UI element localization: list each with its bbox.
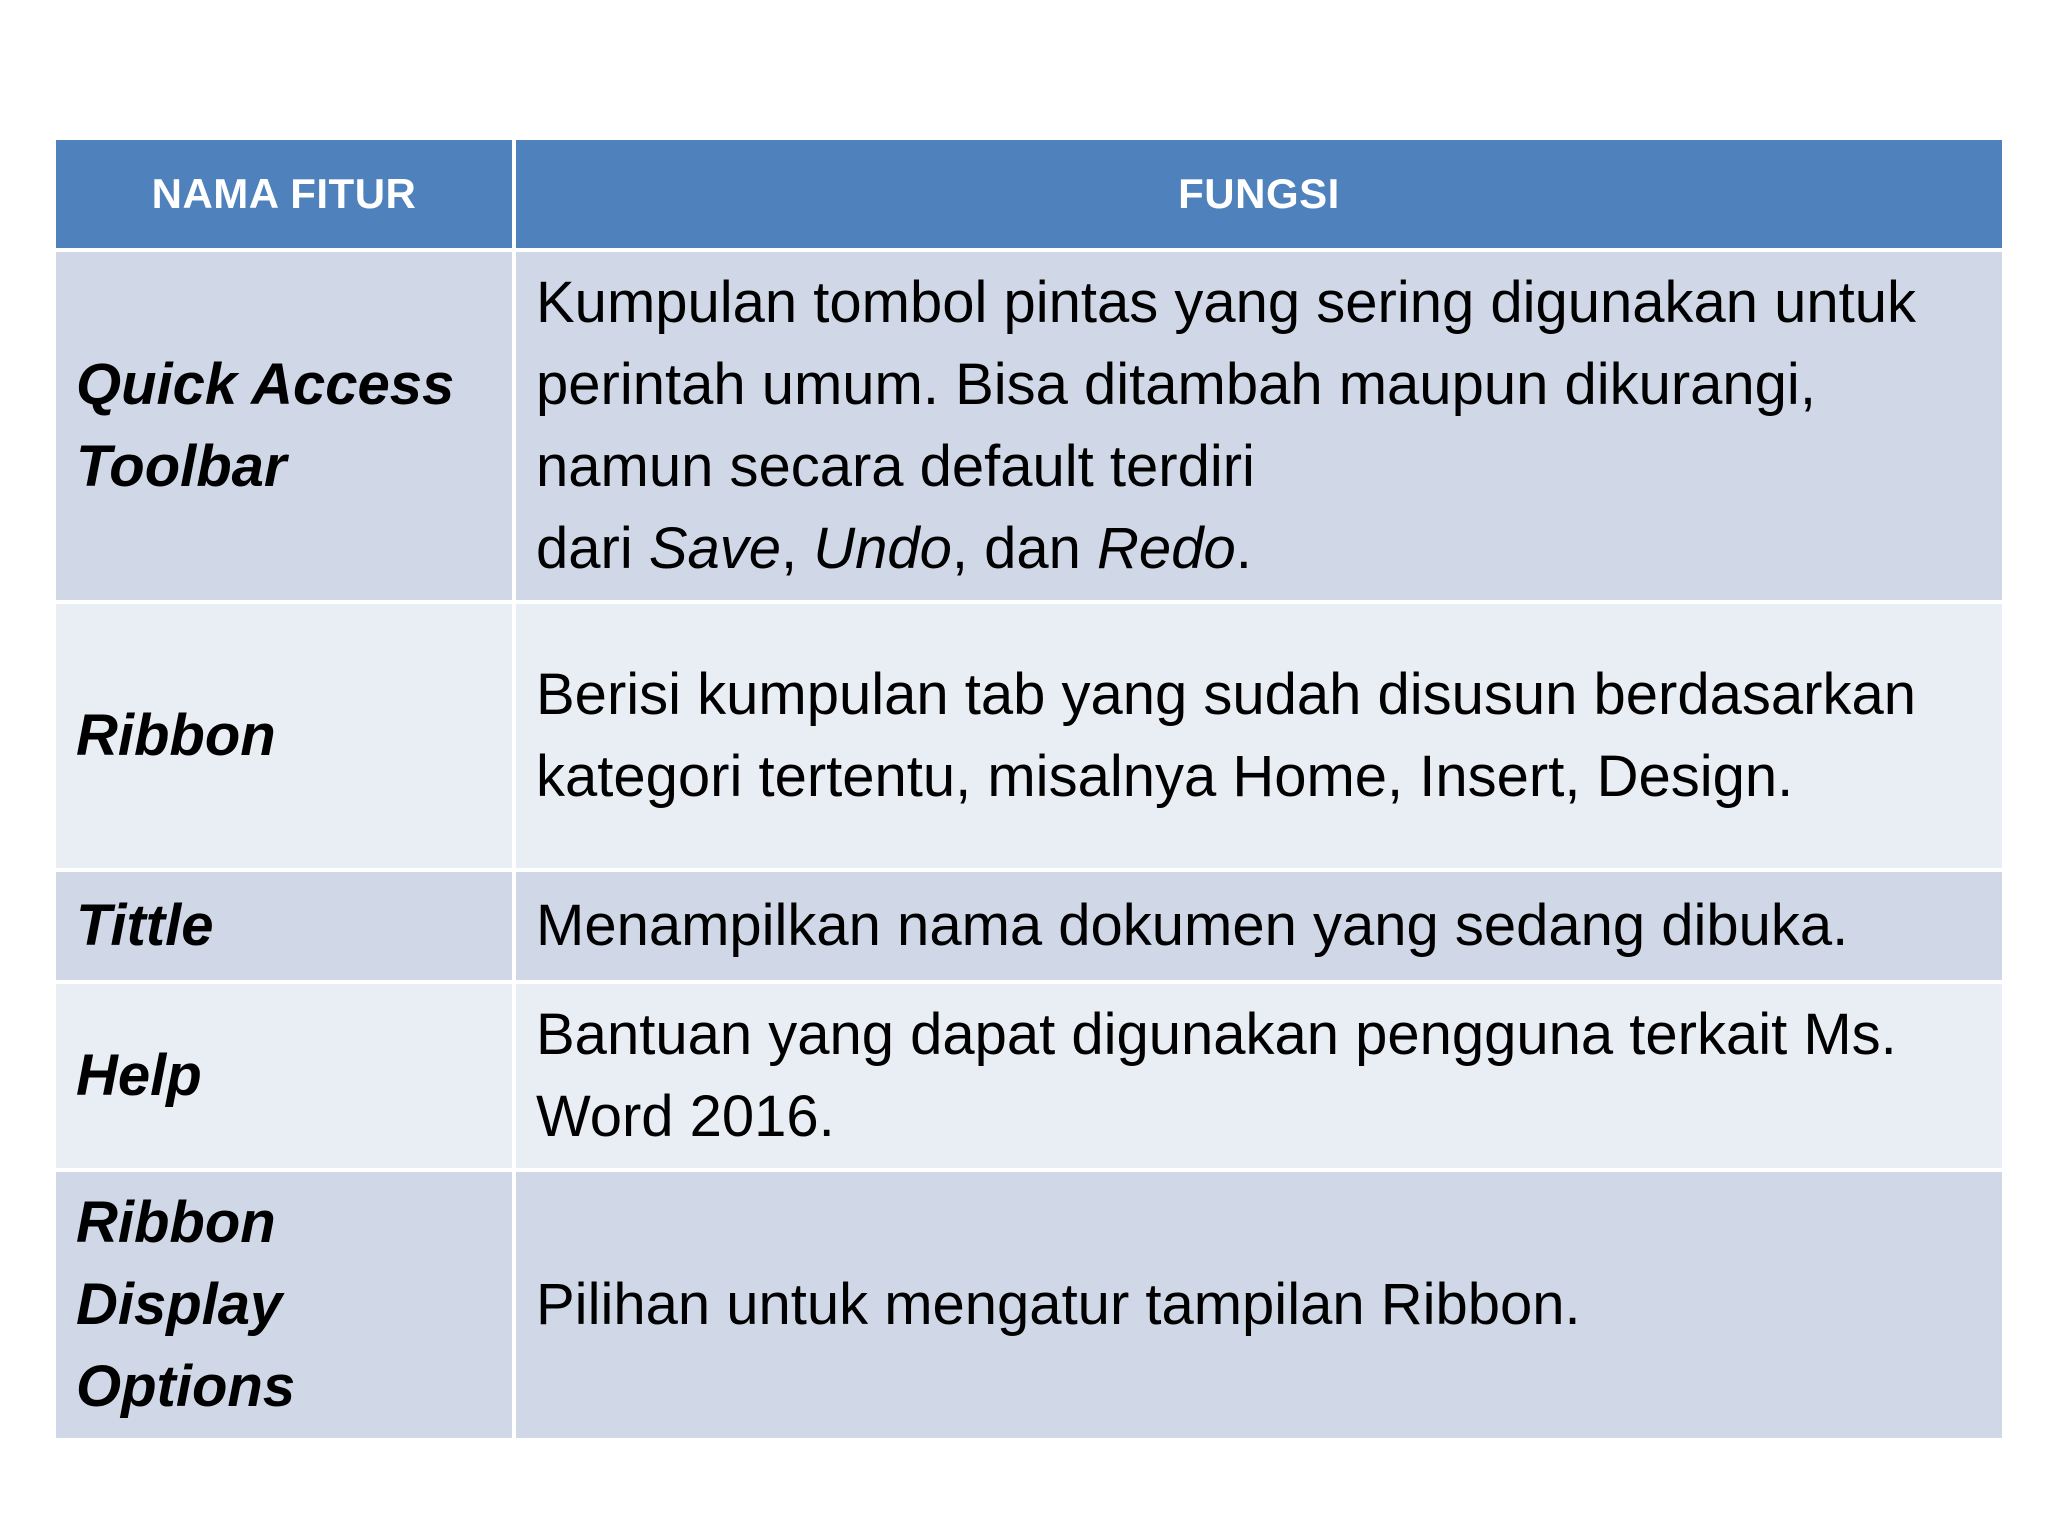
table-header-row	[54, 138, 2004, 250]
function-text-sep: , dan	[951, 516, 1098, 581]
feature-name-cell: Tittle	[54, 870, 514, 982]
table-row	[54, 602, 2004, 870]
feature-function-cell: Pilihan untuk mengatur tampilan Ribbon.	[514, 1170, 2004, 1440]
header-nama-fitur: NAMA FITUR	[54, 138, 514, 250]
function-text-end: .	[1235, 516, 1252, 581]
feature-name-cell: Help	[54, 982, 514, 1170]
feature-function-cell: Bantuan yang dapat digunakan pengguna terkait Ms. Word 2016.	[514, 982, 2004, 1170]
function-text-dari: dari	[536, 516, 649, 581]
table-row	[54, 250, 2004, 602]
header-fungsi: FUNGSI	[514, 138, 2004, 250]
table-row	[54, 870, 2004, 982]
feature-name-cell: Ribbon Display Options	[54, 1170, 514, 1440]
feature-name-cell: Ribbon	[54, 602, 514, 870]
feature-function-cell: Berisi kumpulan tab yang sudah disusun berdasarkan kategori tertentu, misalnya Home, Insert, Design.	[514, 602, 2004, 870]
function-text: Kumpulan tombol pintas yang sering digunakan untuk perintah umum. Bisa ditambah maupun dikurangi, namun secara default terdiri	[536, 270, 1917, 499]
function-text-sep: ,	[781, 516, 814, 581]
function-text-redo: Redo	[1097, 516, 1236, 581]
function-text-undo: Undo	[813, 516, 952, 581]
feature-name-cell: Quick Access Toolbar	[54, 250, 514, 602]
feature-function-cell	[514, 250, 2004, 602]
table-row	[54, 982, 2004, 1170]
feature-table	[52, 136, 2006, 1442]
function-text-save: Save	[648, 516, 782, 581]
feature-function-cell: Menampilkan nama dokumen yang sedang dibuka.	[514, 870, 2004, 982]
table-row	[54, 1170, 2004, 1440]
